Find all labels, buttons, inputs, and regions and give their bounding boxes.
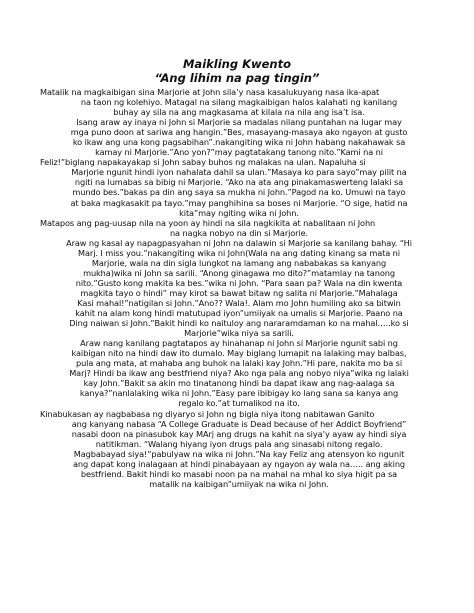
text-line: kita”may ngiting wika ni John.	[179, 207, 299, 218]
text-line: Matalik na magkaibigan sina Marjorie at John sila’y nasa kasalukuyang nasa ika-apat	[40, 87, 380, 97]
text-line: regalo ko.”at tumalikod na ito.	[178, 398, 300, 409]
text-line: Marjorie, wala na din sigla lungkot na lamang ang nababakas sa kanyang	[91, 257, 387, 268]
text-line: Isang araw ay inaya ni John si Marjorie sa madalas nilang puntahan na lugar may	[76, 117, 402, 128]
text-line: ko ikaw ang una kong pagsabihan”.nakangiting wika ni John habang nakahawak sa	[72, 137, 406, 148]
text-line: ngiti na lumabas sa bibig ni Marjorie. “Ako na ata ang pinakamaswerteng lalaki sa	[74, 177, 404, 188]
text-line: buhay ay sila na ang magkasama at kilala na nila ang isa’t isa.	[113, 107, 365, 118]
text-line: Matapos ang pag-uusap nila na yoon ay hindi na sila nagkikita at nabalitaan ni John	[40, 217, 376, 228]
text-line: na taon ng kolehiyo. Matagal na silang magkaibigan halos kalahati ng kanilang	[80, 97, 398, 108]
text-line: Araw ng kasal ay napagpasyahan ni John na dalawin si Marjorie sa kanilang bahay. “Hi	[66, 237, 412, 248]
text-line: Ding naiwan si John.”Bakit hindi ko naituloy ang nararamdaman ko na mahal…..ko si	[69, 318, 409, 329]
story-genre-title: Maikling Kwento	[182, 57, 292, 71]
text-line: Araw nang kanilang pagtatapos ay hinahanap ni John si Marjorie ngunit sabi ng	[80, 338, 398, 349]
text-line: kahit na alam kong hindi matutupad iyon”umiiyak na umalis si Marjorie. Paano na	[75, 308, 403, 319]
text-line: na nagka nobyo na din si Marjorie.	[169, 227, 309, 238]
text-line: at baka magkasakit pa tayo.”may panghihina sa boses ni Marjorie. “O sige, hatid na	[70, 197, 408, 208]
text-line: Feliz!”biglang napakayakap si John sabay buhos ng malakas na ulan. Napaluha si	[40, 157, 366, 168]
text-line: Marjorie ngunit hindi iyon nahalata dahil sa ulan.”Masaya ko para sayo”may pilit na	[71, 167, 407, 178]
text-line: mukha)wika ni John sa sarili. “Anong ginagawa mo dito?”matamlay na tanong	[83, 267, 395, 278]
text-line: pula ang mata, at mahaba ang buhok na lalaki kay John.”Hi pare, nakita mo ba si	[76, 358, 402, 369]
text-line: nito.”Gusto kong makita ka bes.”wika ni John. “Para saan pa? Wala na din kwenta	[75, 277, 403, 288]
text-line: Marj? Hindi ba ikaw ang bestfriend niya? Ako nga pala ang nobyo niya”wika ng lalaki	[69, 368, 409, 379]
text-line: nasabi doon na pinasubok kay MArj ang drugs na kahit na siya’y ayaw ay hindi siya	[71, 428, 407, 439]
text-line: kaibigan nito na hindi daw ito dumalo. May biglang lumapit na lalaking may balbas,	[71, 348, 407, 359]
text-line: bestfriend. Bakit hindi ko masabi noon pa na mahal na mhal ko siya higit pa sa	[80, 468, 398, 479]
text-line: ang kanyang nabasa “A College Graduate is Dead because of her Addict Boyfriend”	[71, 418, 407, 429]
text-line: Magbabayad siya!”pabulyaw na wika ni John.”Na kay Feliz ang atensyon ko ngunit	[73, 448, 405, 459]
text-line: matalik na kaibigan”umiiyak na wika ni John.	[149, 478, 329, 489]
text-line: natitikman. “Walang hiyang iyon drugs pala ang sinasabi nitong regalo.	[95, 438, 383, 449]
text-line: ang dapat kong inalagaan at hindi pinabayaan ay ngayon ay wala na….. ang aking	[72, 458, 406, 469]
text-line: magkita tayo o hindi” may kirot sa bawat bitaw ng salita ni Marjorie.”Mahalaga	[80, 287, 398, 298]
text-line: Kasi mahal!”natigilan si John.”Ano?? Wala!. Alam mo John humiling ako sa bitwin	[77, 297, 401, 308]
text-line: mundo bes.”bakas pa din ang saya sa mukha ni John.”Pagod na ko. Umuwi na tayo	[72, 187, 406, 198]
text-line: Kinabukasan ay nagbabasa ng diyaryo si John ng bigla niya itong nabitawan Ganito	[40, 408, 375, 419]
story-body	[40, 87, 438, 489]
text-line: mga puno doon at sariwa ang hangin.”Bes, masayang-masaya ako ngayon at gusto	[70, 127, 408, 138]
text-line: Marjorie”wika niya sa sarili.	[184, 328, 294, 339]
story-title: “Ang lihim na pag tingin”	[154, 71, 320, 85]
text-line: kanya?”nanlalaking wika ni John.”Easy pare ibibigay ko lang sana sa kanya ang	[79, 388, 399, 399]
text-line: kay John.”Bakit sa akin mo tinatanong hindi ba dapat ikaw ang nag-aalaga sa	[83, 378, 395, 389]
text-line: kamay ni Marjorie.”Ano yon?”may pagtatakang tanong nito.”Kami na ni	[95, 147, 383, 158]
text-line: Marj. I miss you.”nakangiting wika ni John(Wala na ang dating kinang sa mata ni	[78, 247, 400, 258]
